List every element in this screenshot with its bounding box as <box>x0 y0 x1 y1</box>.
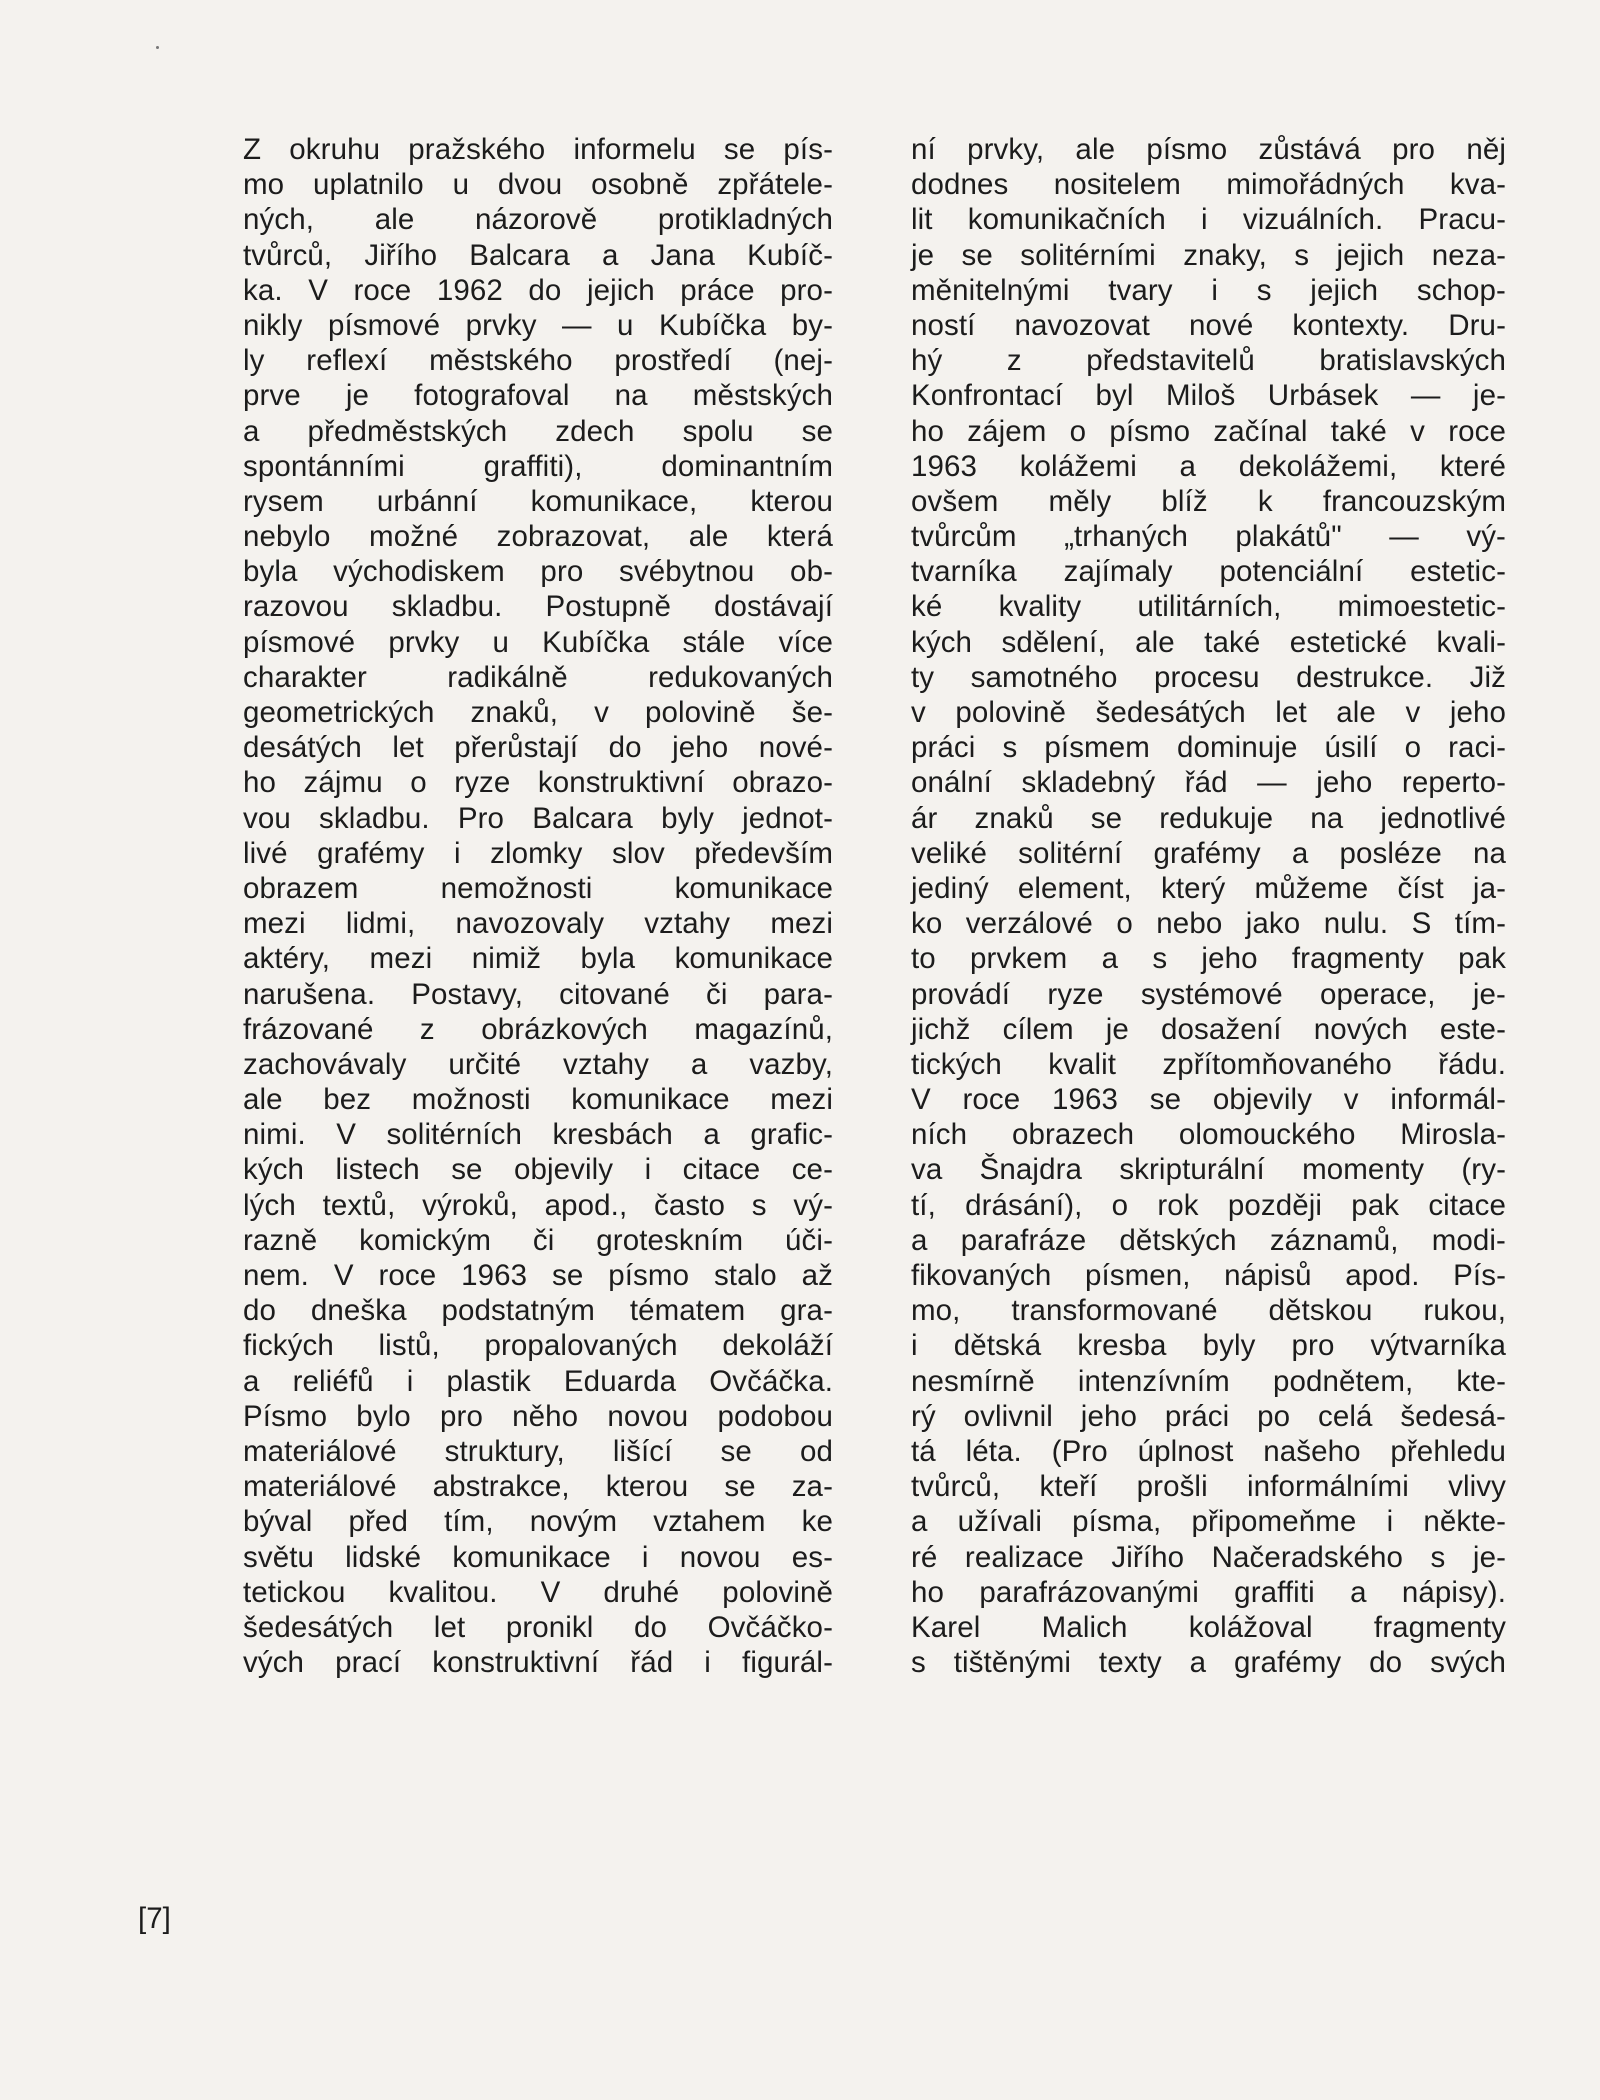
right-column-line: tických kvalit zpřítomňovaného řádu. <box>911 1047 1506 1081</box>
right-column-line: tvůrců, kteří prošli informálními vlivy <box>911 1470 1506 1504</box>
left-column-line: býval před tím, novým vztahem ke <box>243 1505 833 1539</box>
left-column-line: rysem urbánní komunikace, kterou <box>243 484 833 518</box>
right-column-line: ko verzálové o nebo jako nulu. S tím- <box>911 907 1506 941</box>
right-column-line: ké kvality utilitárních, mimoestetic- <box>911 590 1506 624</box>
left-column-line: materiálové struktury, lišící se od <box>243 1434 833 1468</box>
right-column-line: 1963 kolážemi a dekolážemi, které <box>911 449 1506 483</box>
right-column-line: v polovině šedesátých let ale v jeho <box>911 696 1506 729</box>
left-column-line: fických listů, propalovaných dekoláží <box>243 1329 833 1363</box>
right-column-line: va Šnajdra skripturální momenty (ry- <box>911 1153 1506 1187</box>
right-column-line: i dětská kresba byly pro výtvarníka <box>911 1329 1506 1363</box>
left-column-line: mezi lidmi, navozovaly vztahy mezi <box>243 907 833 941</box>
left-column-line: vých prací konstruktivní řád i figurál- <box>243 1646 833 1680</box>
right-column-line: Konfrontací byl Miloš Urbásek — je- <box>911 379 1506 413</box>
left-column-line: mo uplatnilo u dvou osobně zpřátele- <box>243 168 833 202</box>
right-column-line: tá léta. (Pro úplnost našeho přehledu <box>911 1434 1506 1468</box>
left-column-line: materiálové abstrakce, kterou se za- <box>243 1470 833 1504</box>
left-column-line: písmové prvky u Kubíčka stále více <box>243 625 833 659</box>
right-column-line: nesmírně intenzívním podnětem, kte- <box>911 1364 1506 1398</box>
right-column-line: V roce 1963 se objevily v informál- <box>911 1083 1506 1117</box>
left-column-line: charakter radikálně redukovaných <box>243 660 833 694</box>
right-column-line: provádí ryze systémové operace, je- <box>911 977 1506 1011</box>
left-column-line: ných, ale názorově protikladných <box>243 203 833 237</box>
right-column-line: Karel Malich kolážoval fragmenty <box>911 1610 1506 1644</box>
right-column-line: jichž cílem je dosažení nových este- <box>911 1012 1506 1046</box>
right-column-line: kých sdělení, ale také estetické kvali- <box>911 625 1506 659</box>
right-column-line: tí, drásání), o rok později pak citace <box>911 1188 1506 1222</box>
right-column-line: ty samotného procesu destrukce. Již <box>911 660 1506 694</box>
left-column-line: Písmo bylo pro něho novou podobou <box>243 1399 833 1433</box>
right-column-line: mo, transformované dětskou rukou, <box>911 1294 1506 1328</box>
right-column-line: a parafráze dětských záznamů, modi- <box>911 1223 1506 1257</box>
left-column-line: prve je fotografoval na městských <box>243 379 833 413</box>
left-column-line: světu lidské komunikace i novou es- <box>243 1540 833 1574</box>
right-column-line: veliké solitérní grafémy a posléze na <box>911 836 1506 870</box>
left-column-line: razně komickým či groteskním úči- <box>243 1223 833 1257</box>
left-column-line: nikly písmové prvky — u Kubíčka by- <box>243 308 833 342</box>
right-column-line: ovšem měly blíž k francouzským <box>911 484 1506 518</box>
right-column-line: tvarníka zajímaly potenciální estetic- <box>911 555 1506 589</box>
page-number: [7] <box>138 1902 171 1935</box>
right-column-line: dodnes nositelem mimořádných kva- <box>911 168 1506 202</box>
right-column-line: tvůrcům „trhaných plakátů" — vý- <box>911 520 1506 554</box>
left-column-line: tetickou kvalitou. V druhé polovině <box>243 1575 833 1609</box>
left-column-line: šedesátých let pronikl do Ovčáčko- <box>243 1610 833 1644</box>
right-column-line: ních obrazech olomouckého Mirosla- <box>911 1118 1506 1152</box>
left-column-line: ly reflexí městského prostředí (nej- <box>243 344 833 378</box>
left-column-line: narušena. Postavy, citované či para- <box>243 977 833 1011</box>
left-column-line: frázované z obrázkových magazínů, <box>243 1012 833 1046</box>
left-column-line: a reliéfů i plastik Eduarda Ovčáčka. <box>243 1364 833 1398</box>
left-column-line: kých listech se objevily i citace ce- <box>243 1153 833 1187</box>
left-column-line: livé grafémy i zlomky slov především <box>243 836 833 870</box>
left-column-line: vou skladbu. Pro Balcara byly jednot- <box>243 801 833 835</box>
left-text-column <box>243 132 833 1680</box>
left-column-line: desátých let přerůstají do jeho nové- <box>243 731 833 765</box>
right-column-line: s tištěnými texty a grafémy do svých <box>911 1646 1506 1680</box>
right-column-line: měnitelnými tvary i s jejich schop- <box>911 273 1506 307</box>
right-column-line: rý ovlivnil jeho práci po celá šedesá- <box>911 1399 1506 1433</box>
left-column-line: aktéry, mezi nimiž byla komunikace <box>243 942 833 976</box>
right-column-line: to prvkem a s jeho fragmenty pak <box>911 942 1506 976</box>
left-column-line: do dneška podstatným tématem gra- <box>243 1294 833 1328</box>
left-column-line: razovou skladbu. Postupně dostávají <box>243 590 833 624</box>
right-column-line: onální skladebný řád — jeho reperto- <box>911 766 1506 800</box>
left-column-line: a předměstských zdech spolu se <box>243 414 833 448</box>
right-text-column <box>911 132 1506 1680</box>
right-column-line: ár znaků se redukuje na jednotlivé <box>911 801 1506 835</box>
right-column-line: fikovaných písmen, nápisů apod. Pís- <box>911 1259 1506 1292</box>
left-column-line: nem. V roce 1963 se písmo stalo až <box>243 1259 833 1292</box>
right-column-line: ho parafrázovanými graffiti a nápisy). <box>911 1575 1506 1609</box>
left-column-line: byla východiskem pro svébytnou ob- <box>243 555 833 589</box>
left-column-line: lých textů, výroků, apod., často s vý- <box>243 1188 833 1222</box>
left-column-line: spontánními graffiti), dominantním <box>243 449 833 483</box>
right-column-line: je se solitérními znaky, s jejich neza- <box>911 238 1506 272</box>
right-column-line: ností navozovat nové kontexty. Dru- <box>911 308 1506 342</box>
right-column-line: ré realizace Jiřího Načeradského s je- <box>911 1540 1506 1574</box>
left-column-line: zachovávaly určité vztahy a vazby, <box>243 1047 833 1081</box>
left-column-line: ale bez možnosti komunikace mezi <box>243 1083 833 1117</box>
left-column-line: nebylo možné zobrazovat, ale která <box>243 520 833 554</box>
right-column-line: hý z představitelů bratislavských <box>911 344 1506 378</box>
left-column-line: Z okruhu pražského informelu se pís- <box>243 133 833 166</box>
right-column-line: a užívali písma, připomeňme i někte- <box>911 1505 1506 1539</box>
right-column-line: ho zájem o písmo začínal také v roce <box>911 414 1506 448</box>
left-column-line: obrazem nemožnosti komunikace <box>243 871 833 905</box>
right-column-line: práci s písmem dominuje úsilí o raci- <box>911 731 1506 765</box>
left-column-line: nimi. V solitérních kresbách a grafic- <box>243 1118 833 1152</box>
right-column-line: lit komunikačních i vizuálních. Pracu- <box>911 203 1506 237</box>
left-column-line: ho zájmu o ryze konstruktivní obrazo- <box>243 766 833 800</box>
dust-speck <box>156 46 159 49</box>
right-column-line: jediný element, který můžeme číst ja- <box>911 871 1506 905</box>
left-column-line: tvůrců, Jiřího Balcara a Jana Kubíč- <box>243 238 833 272</box>
left-column-line: ka. V roce 1962 do jejich práce pro- <box>243 273 833 307</box>
left-column-line: geometrických znaků, v polovině še- <box>243 696 833 729</box>
right-column-line: ní prvky, ale písmo zůstává pro něj <box>911 133 1506 166</box>
